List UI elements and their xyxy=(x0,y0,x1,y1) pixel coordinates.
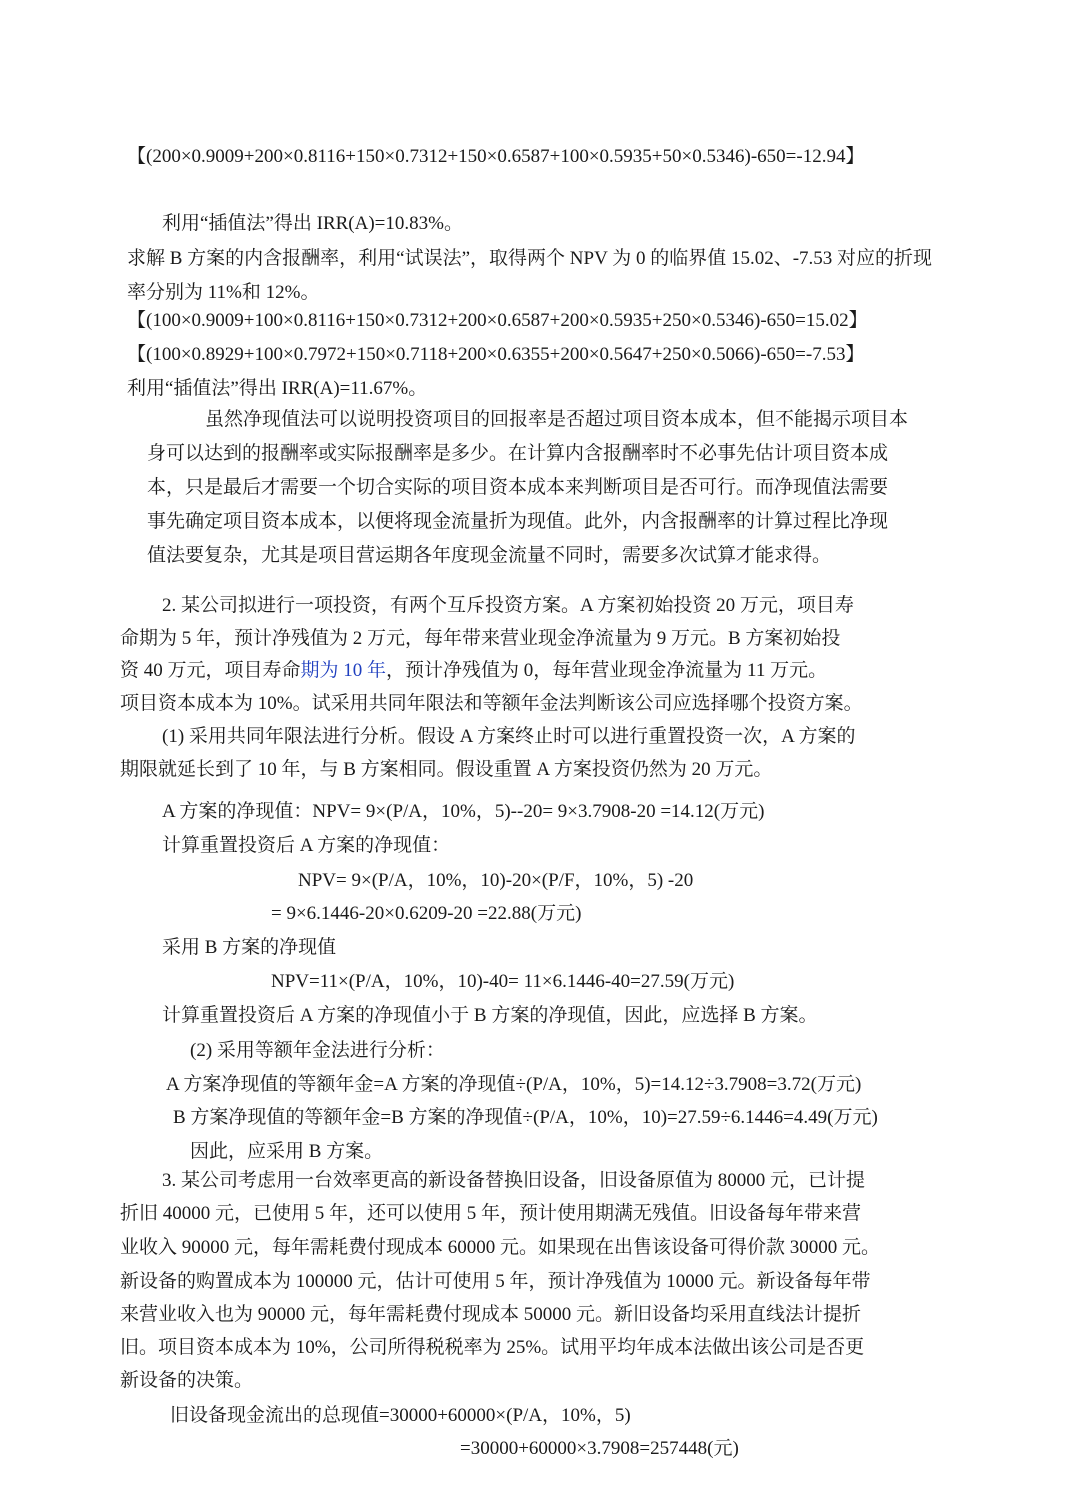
text-line: 新设备的决策。 xyxy=(120,1370,254,1391)
text-line: 项目资本成本为 10%。试采用共同年限法和等额年金法判断该公司应选择哪个投资方案。 xyxy=(120,693,863,714)
text-line: 计算重置投资后 A 方案的净现值小于 B 方案的净现值，因此，应选择 B 方案。 xyxy=(162,1005,818,1026)
text-segment: ，预计净残值为 0，每年营业现金净流量为 11 万元。 xyxy=(386,660,828,681)
text-line: =30000+60000×3.7908=257448(元) xyxy=(460,1438,739,1459)
text-line: 旧。项目资本成本为 10%，公司所得税税率为 25%。试用平均年成本法做出该公司是否更 xyxy=(120,1337,865,1358)
text-line: 来营业收入也为 90000 元，每年需耗费付现成本 50000 元。新旧设备均采用直线法计提折 xyxy=(120,1304,862,1325)
text-line: 虽然净现值法可以说明投资项目的回报率是否超过项目资本成本，但不能揭示项目本 xyxy=(205,409,909,430)
highlighted-text: 期为 10 年 xyxy=(300,660,387,681)
text-line: 期限就延长到了 10 年，与 B 方案相同。假设重置 A 方案投资仍然为 20 万元。 xyxy=(120,759,773,780)
text-line: 业收入 90000 元，每年需耗费付现成本 60000 元。如果现在出售该设备可得价款 30000 元。 xyxy=(120,1237,881,1258)
text-line: 身可以达到的报酬率或实际报酬率是多少。在计算内含报酬率时不必事先估计项目资本成 xyxy=(147,443,889,464)
text-line: = 9×6.1446-20×0.6209-20 =22.88(万元) xyxy=(271,903,582,924)
text-line: 新设备的购置成本为 100000 元，估计可使用 5 年，预计净残值为 10000 元。新设备每年带 xyxy=(120,1271,871,1292)
text-line: 利用“插值法”得出 IRR(A)=10.83%。 xyxy=(162,213,463,234)
text-line: 采用 B 方案的净现值 xyxy=(162,937,337,958)
text-line: NPV= 9×(P/A，10%，10)-20×(P/F，10%，5) -20 xyxy=(298,870,694,891)
text-line: 【(100×0.8929+100×0.7972+150×0.7118+200×0.6355+200×0.5647+250×0.5066)-650=-7.53】 xyxy=(127,344,865,365)
text-line: B 方案净现值的等额年金=B 方案的净现值÷(P/A，10%，10)=27.59÷6.1446=4.49(万元) xyxy=(173,1107,878,1128)
text-line: 求解 B 方案的内含报酬率，利用“试误法”，取得两个 NPV 为 0 的临界值 15.02、-7.53 对应的折现 xyxy=(127,248,933,269)
text-segment: 资 40 万元，项目寿命 xyxy=(120,660,301,681)
text-line: 3. 某公司考虑用一台效率更高的新设备替换旧设备，旧设备原值为 80000 元，已计提 xyxy=(162,1170,866,1191)
text-line: 【(200×0.9009+200×0.8116+150×0.7312+150×0.6587+100×0.5935+50×0.5346)-650=-12.94】 xyxy=(127,146,865,167)
text-line xyxy=(120,659,827,683)
text-line: 本，只是最后才需要一个切合实际的项目资本成本来判断项目是否可行。而净现值法需要 xyxy=(147,477,889,498)
text-line: 旧设备现金流出的总现值=30000+60000×(P/A，10%，5) xyxy=(170,1405,631,1426)
text-line: 利用“插值法”得出 IRR(A)=11.67%。 xyxy=(127,378,428,399)
text-line: 值法要复杂，尤其是项目营运期各年度现金流量不同时，需要多次试算才能求得。 xyxy=(147,545,832,566)
text-line: 命期为 5 年，预计净残值为 2 万元，每年带来营业现金净流量为 9 万元。B 方案初始投 xyxy=(120,628,841,649)
text-line: A 方案的净现值：NPV= 9×(P/A，10%，5)--20= 9×3.7908-20 =14.12(万元) xyxy=(162,801,765,822)
text-line: A 方案净现值的等额年金=A 方案的净现值÷(P/A，10%，5)=14.12÷3.7908=3.72(万元) xyxy=(166,1074,862,1095)
text-line: (2) 采用等额年金法进行分析： xyxy=(190,1040,445,1061)
text-line: 2. 某公司拟进行一项投资，有两个互斥投资方案。A 方案初始投资 20 万元，项目寿 xyxy=(162,595,854,616)
text-line: 因此，应采用 B 方案。 xyxy=(190,1141,384,1162)
text-line: 【(100×0.9009+100×0.8116+150×0.7312+200×0.6587+200×0.5935+250×0.5346)-650=15.02】 xyxy=(127,310,868,331)
text-line: 计算重置投资后 A 方案的净现值： xyxy=(162,835,451,856)
text-line: NPV=11×(P/A，10%，10)-40= 11×6.1446-40=27.59(万元) xyxy=(271,971,735,992)
text-line: (1) 采用共同年限法进行分析。假设 A 方案终止时可以进行重置投资一次，A 方案的 xyxy=(162,726,856,747)
text-line: 事先确定项目资本成本，以便将现金流量折为现值。此外，内含报酬率的计算过程比净现 xyxy=(147,511,889,532)
text-line: 折旧 40000 元，已使用 5 年，还可以使用 5 年，预计使用期满无残值。旧设备每年带来营 xyxy=(120,1203,862,1224)
text-line: 率分别为 11%和 12%。 xyxy=(127,282,320,303)
